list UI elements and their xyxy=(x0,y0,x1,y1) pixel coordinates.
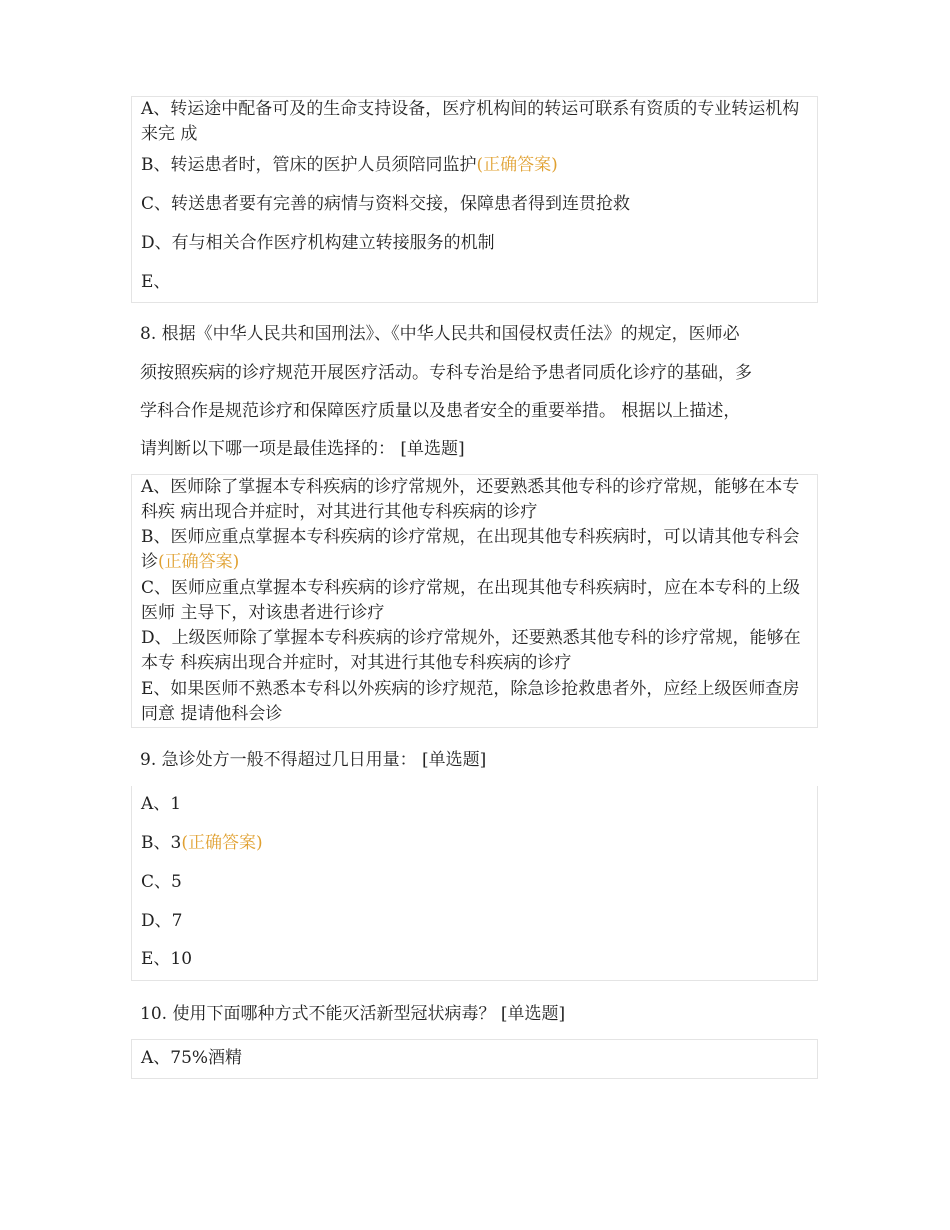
q8-option-b xyxy=(141,525,809,575)
q8-question-line-2: 须按照疾病的诊疗规范开展医疗活动。专科专治是给予患者同质化诊疗的基础，多 xyxy=(140,363,752,383)
q8-question-line-3: 学科合作是规范诊疗和保障医疗质量以及患者安全的重要举措。 根据以上描述， xyxy=(140,401,741,421)
q9-options-box xyxy=(131,786,818,981)
q9-option-a: A、1 xyxy=(141,794,182,814)
q7-option-c: C、转送患者要有完善的病情与资料交接，保障患者得到连贯抢救 xyxy=(141,194,631,214)
q8-question-line-1: 8. 根据《中华人民共和国刑法》、《中华人民共和国侵权责任法》的规定，医师必 xyxy=(140,324,740,344)
q8-option-c: C、医师应重点掌握本专科疾病的诊疗常规，在出现其他专科疾病时，应在本专科的上级医师 主导下，对该患者进行诊疗 xyxy=(141,578,801,623)
q10-option-a: A、75%酒精 xyxy=(141,1048,243,1068)
q10-options-box xyxy=(131,1039,818,1079)
q8-question-line-4: 请判断以下哪一项是最佳选择的： [单选题] xyxy=(140,439,465,459)
q8-option-e: E、如果医师不熟悉本专科以外疾病的诊疗规范，除急诊抢救患者外，应经上级医师查房同意 提请他科会诊 xyxy=(141,679,800,724)
q9-option-d: D、7 xyxy=(141,911,183,931)
q7-option-d: D、有与相关合作医疗机构建立转接服务的机制 xyxy=(141,233,495,253)
q10-question: 10. 使用下面哪种方式不能灭活新型冠状病毒？ [单选题] xyxy=(140,1004,566,1024)
q8-options-box xyxy=(131,474,818,728)
correct-answer-label: (正确答案) xyxy=(476,155,558,175)
correct-answer-label: (正确答案) xyxy=(158,552,240,572)
q9-question: 9. 急诊处方一般不得超过几日用量： [单选题] xyxy=(140,750,487,770)
q9-option-c: C、5 xyxy=(141,872,182,892)
q8-option-b-text: B、医师应重点掌握本专科疾病的诊疗常规，在出现其他专科疾病时，可以请其他专科会诊 xyxy=(141,527,800,572)
q8-option-a: A、医师除了掌握本专科疾病的诊疗常规外，还要熟悉其他专科的诊疗常规，能够在本专科疾 病出现合并症时，对其进行其他专科疾病的诊疗 xyxy=(141,477,800,522)
q7-option-e: E、 xyxy=(141,272,171,292)
q9-option-b-text: B、3 xyxy=(141,833,182,853)
q9-option-e: E、10 xyxy=(141,949,193,969)
q9-option-b xyxy=(141,831,809,856)
q8-option-d: D、上级医师除了掌握本专科疾病的诊疗常规外，还要熟悉其他专科的诊疗常规，能够在本专 科疾病出现合并症时，对其进行其他专科疾病的诊疗 xyxy=(141,628,801,673)
correct-answer-label: (正确答案) xyxy=(181,833,263,853)
q7-option-b-text: B、转运患者时，管床的医护人员须陪同监护 xyxy=(141,155,477,175)
q7-option-a: A、转运途中配备可及的生命支持设备，医疗机构间的转运可联系有资质的专业转运机构来完 成 xyxy=(141,99,800,144)
q7-option-b xyxy=(141,153,809,178)
q7-options-box xyxy=(131,96,818,303)
